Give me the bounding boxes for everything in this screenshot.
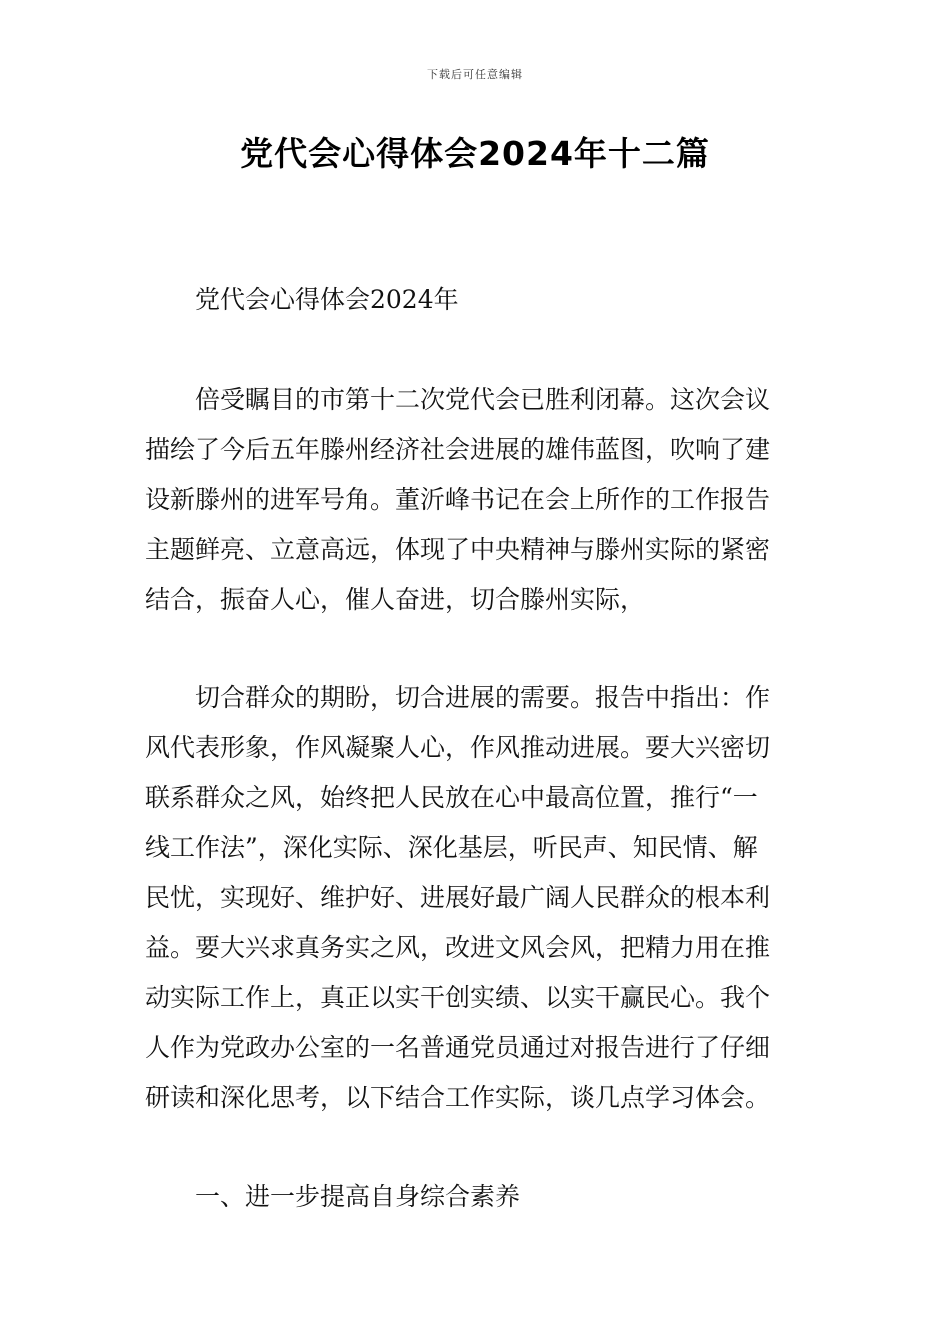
paragraph-2 [145,673,810,1123]
header-note: 下载后可任意编辑 [427,68,523,81]
paragraph-line: 动实际工作上，真正以实干创实绩、以实干赢民心。我个 [145,983,771,1012]
section-heading: 一、进一步提高自身综合素养 [195,1182,521,1211]
paragraph-line: 结合，振奋人心，催人奋进，切合滕州实际， [145,585,646,614]
paragraph-line: 联系群众之风，始终把人民放在心中最高位置，推行“一 [145,783,758,812]
paragraph-line: 线工作法”，深化实际、深化基层，听民声、知民情、解 [145,833,758,862]
paragraph-line: 研读和深化思考，以下结合工作实际，谈几点学习体会。 [145,1083,771,1112]
subtitle: 党代会心得体会2024年 [195,285,459,314]
paragraph-line: 主题鲜亮、立意高远，体现了中央精神与滕州实际的紧密 [145,535,771,564]
paragraph-line: 民忧，实现好、维护好、进展好最广阔人民群众的根本利 [145,883,771,912]
paragraph-line: 设新滕州的进军号角。董沂峰书记在会上所作的工作报告 [145,485,771,514]
paragraph-line: 描绘了今后五年滕州经济社会进展的雄伟蓝图，吹响了建 [145,435,771,464]
paragraph-line: 益。要大兴求真务实之风，改进文风会风，把精力用在推 [145,933,771,962]
paragraph-line: 人作为党政办公室的一名普通党员通过对报告进行了仔细 [145,1033,771,1062]
paragraph-line: 倍受瞩目的市第十二次党代会已胜利闭幕。这次会议 [195,385,771,414]
document-title: 党代会心得体会2024年十二篇 [240,134,710,173]
paragraph-line: 风代表形象，作风凝聚人心，作风推动进展。要大兴密切 [145,733,771,762]
paragraph-line: 切合群众的期盼，切合进展的需要。报告中指出：作 [195,683,771,712]
paragraph-1 [145,375,810,625]
